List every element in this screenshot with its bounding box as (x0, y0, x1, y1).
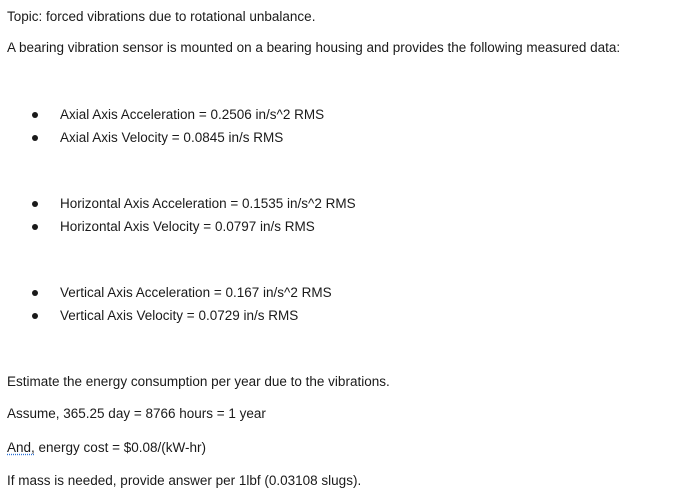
question-line: Estimate the energy consumption per year due to the vibrations. (7, 374, 390, 389)
mass-note-line: If mass is needed, provide answer per 1lbf (0.03108 slugs). (7, 473, 362, 488)
bullet-icon (32, 201, 38, 207)
bullet-icon (32, 135, 38, 141)
list-item-text: Horizontal Axis Acceleration = 0.1535 in/s^2 RMS (60, 196, 356, 211)
bullet-icon (32, 290, 38, 296)
list-item-text: Vertical Axis Velocity = 0.0729 in/s RMS (60, 308, 299, 323)
list-item-text: Horizontal Axis Velocity = 0.0797 in/s RMS (60, 219, 315, 234)
energy-cost-line (7, 440, 206, 456)
energy-cost-text: energy cost = $0.08/(kW-hr) (34, 440, 206, 455)
intro-paragraph: A bearing vibration sensor is mounted on a bearing housing and provides the following measured data: (7, 40, 621, 55)
list-item-text: Vertical Axis Acceleration = 0.167 in/s^2 RMS (60, 285, 332, 300)
topic-line: Topic: forced vibrations due to rotational unbalance. (7, 9, 316, 24)
assumption-line: Assume, 365.25 day = 8766 hours = 1 year (7, 406, 266, 421)
list-item-text: Axial Axis Acceleration = 0.2506 in/s^2 RMS (60, 107, 325, 122)
bullet-icon (32, 112, 38, 118)
bullet-icon (32, 224, 38, 230)
list-item-text: Axial Axis Velocity = 0.0845 in/s RMS (60, 130, 284, 145)
energy-cost-prefix: And, (7, 440, 35, 455)
bullet-icon (32, 313, 38, 319)
